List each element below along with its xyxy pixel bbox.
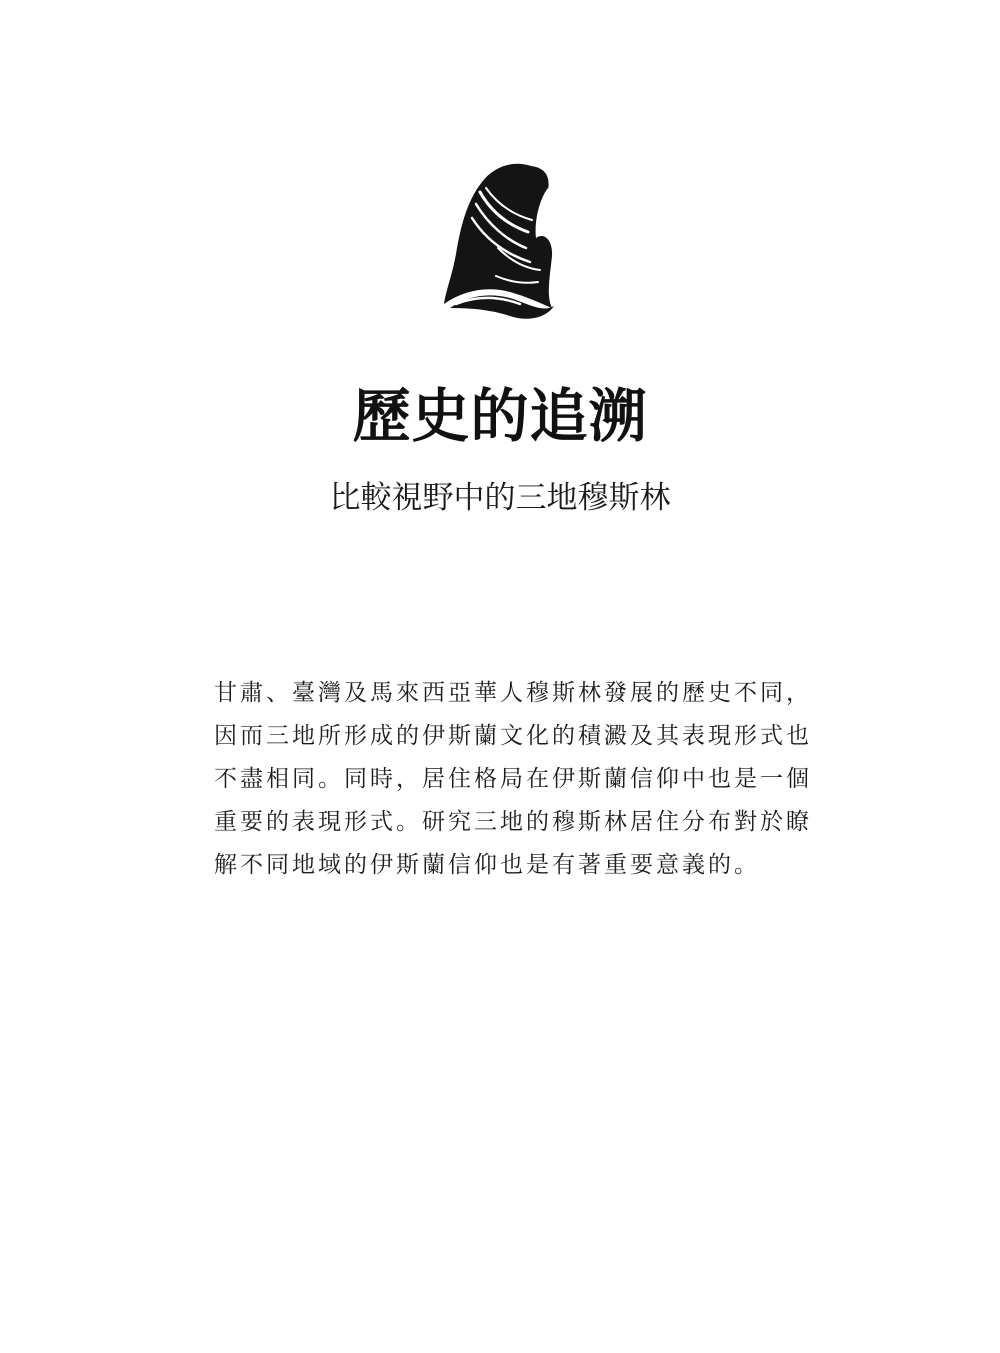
body-line: 不盡相同。同時，居住格局在伊斯蘭信仰中也是一個 bbox=[214, 766, 812, 792]
page-title: 歷史的追溯 bbox=[352, 382, 648, 450]
page-subtitle: 比較視野中的三地穆斯林 bbox=[329, 480, 671, 516]
body-paragraph bbox=[214, 672, 812, 887]
body-line: 重要的表現形式。研究三地的穆斯林居住分布對於瞭 bbox=[214, 809, 812, 835]
hijab-silhouette-icon bbox=[436, 158, 566, 338]
body-line: 甘肅、臺灣及馬來西亞華人穆斯林發展的歷史不同， bbox=[214, 680, 812, 706]
body-line: 因而三地所形成的伊斯蘭文化的積澱及其表現形式也 bbox=[214, 723, 812, 749]
body-line: 解不同地域的伊斯蘭信仰也是有著重要意義的。 bbox=[214, 852, 760, 878]
